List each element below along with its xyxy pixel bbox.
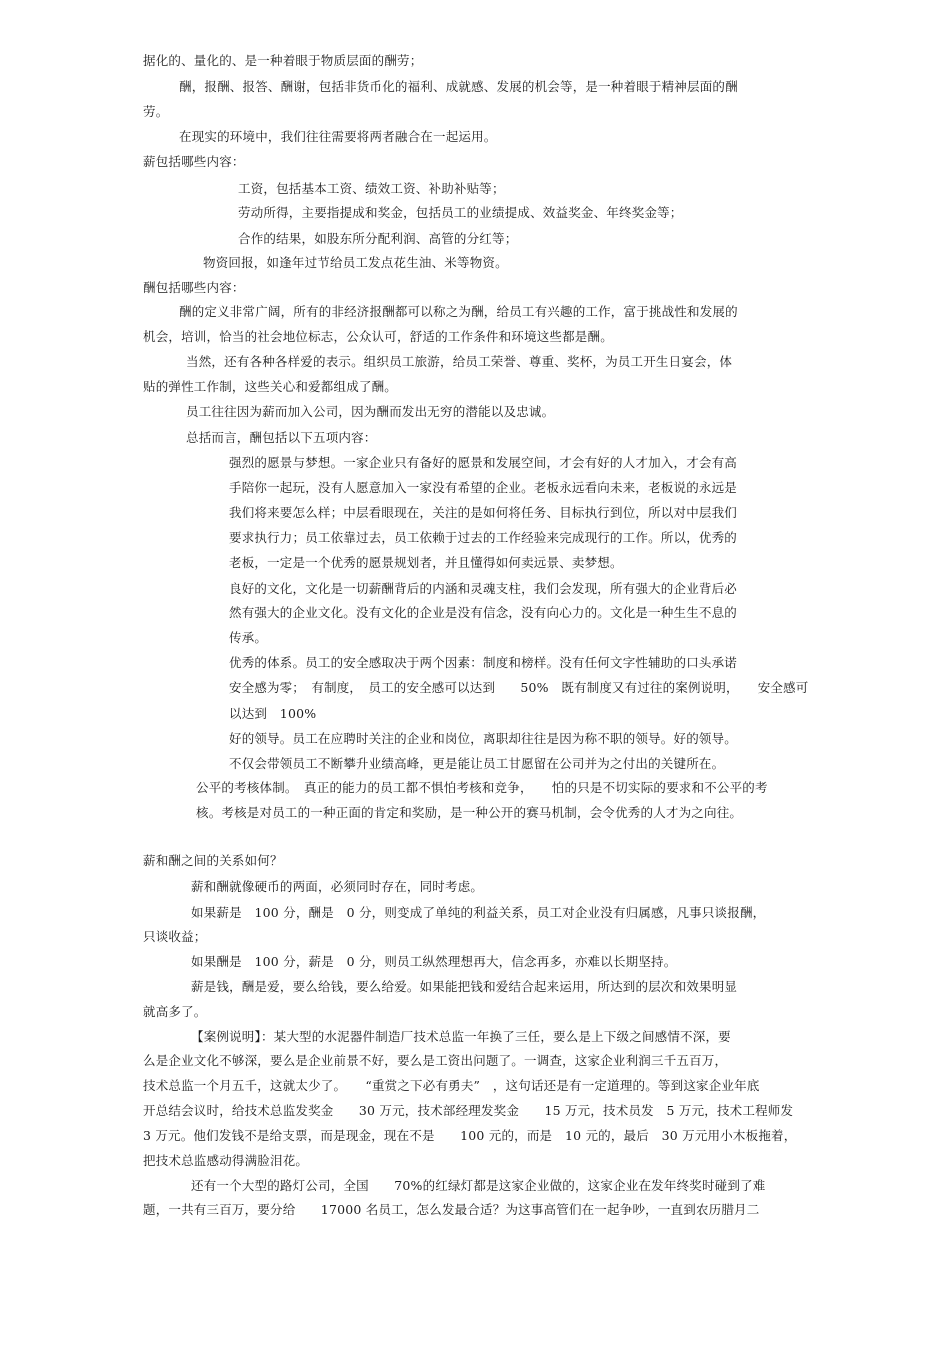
text-line: 机会，培训，恰当的社会地位标志，公众认可，舒适的工作条件和环境这些都是酬。 bbox=[143, 329, 613, 344]
text-line: 技术总监一个月五千，这就太少了。 “重赏之下必有勇夫” ，这句话还是有一定道理的。等到这家企业年底 bbox=[143, 1078, 760, 1093]
list-item: 我们将来要怎么样；中层看眼现在，关注的是如何将任务、目标执行到位，所以对中层我们 bbox=[229, 505, 738, 520]
list-item: 工资，包括基本工资、绩效工资、补助补贴等； bbox=[238, 181, 505, 196]
text-line: 么是企业文化不够深，要么是企业前景不好，要么是工资出问题了。一调查，这家企业利润三千五百万， bbox=[143, 1053, 728, 1068]
list-item: 手陪你一起玩，没有人愿意加入一家没有希望的企业。老板永远看向未来，老板说的永远是 bbox=[229, 480, 738, 495]
list-item: 强烈的愿景与梦想。一家企业只有备好的愿景和发展空间，才会有好的人才加入，才会有高 bbox=[229, 455, 738, 470]
section-heading: 薪包括哪些内容： bbox=[143, 154, 245, 169]
text-line: 3 万元。他们发钱不是给支票，而是现金，现在不是 100 元的，而是 10 元的，最后 30 万元用小木板拖着， bbox=[143, 1128, 797, 1143]
text-line: 如果酬是 100 分，薪是 0 分，则员工纵然理想再大，信念再多，亦难以长期坚持。 bbox=[191, 954, 677, 969]
text-line: 还有一个大型的路灯公司，全国 70%的红绿灯都是这家企业做的，这家企业在发年终奖时碰到了难 bbox=[191, 1178, 766, 1193]
section-heading: 薪和酬之间的关系如何？ bbox=[143, 853, 283, 868]
list-item: 物资回报，如逢年过节给员工发点花生油、米等物资。 bbox=[203, 255, 508, 270]
list-item: 核。考核是对员工的一种正面的肯定和奖励，是一种公开的赛马机制，会令优秀的人才为之向往。 bbox=[196, 805, 743, 820]
text-line: 据化的、量化的、是一种着眼于物质层面的酬劳； bbox=[143, 53, 423, 68]
list-item: 传承。 bbox=[229, 630, 268, 645]
section-heading: 酬包括哪些内容： bbox=[143, 280, 245, 295]
text-line: 题，一共有三百万，要分给 17000 名员工，怎么发最合适？为这事高管们在一起争吵，一直到农历腊月二 bbox=[143, 1202, 760, 1217]
text-line: 就高多了。 bbox=[143, 1004, 207, 1019]
text-line: 贴的弹性工作制，这些关心和爱都组成了酬。 bbox=[143, 379, 398, 394]
list-item: 安全感为零； 有制度， 员工的安全感可以达到 50% 既有制度又有过往的案例说明， 安全感可 bbox=[229, 680, 809, 695]
list-item: 优秀的体系。员工的安全感取决于两个因素：制度和榜样。没有任何文字性辅助的口头承诺 bbox=[229, 655, 738, 670]
list-item: 不仅会带领员工不断攀升业绩高峰，更是能让员工甘愿留在公司并为之付出的关键所在。 bbox=[229, 756, 725, 771]
text-line: 开总结会议时，给技术总监发奖金 30 万元，技术部经理发奖金 15 万元，技术员发 5 万元，技术工程师发 bbox=[143, 1103, 794, 1118]
text-line: 劳。 bbox=[143, 104, 169, 119]
list-item: 要求执行力；员工依靠过去，员工依赖于过去的工作经验来完成现行的工作。所以，优秀的 bbox=[229, 530, 738, 545]
list-item: 老板，一定是一个优秀的愿景规划者，并且懂得如何卖远景、卖梦想。 bbox=[229, 555, 623, 570]
text-line: 酬，报酬、报答、酬谢，包括非货币化的福利、成就感、发展的机会等，是一种着眼于精神层面的酬 bbox=[179, 79, 738, 94]
list-item: 好的领导。员工在应聘时关注的企业和岗位，离职却往往是因为称不职的领导。好的领导。 bbox=[229, 731, 738, 746]
text-line: 当然，还有各种各样爱的表示。组织员工旅游，给员工荣誉、尊重、奖杯，为员工开生日宴会，体 bbox=[186, 354, 733, 369]
text-line: 把技术总监感动得满脸泪花。 bbox=[143, 1153, 309, 1168]
list-item: 劳动所得，主要指提成和奖金，包括员工的业绩提成、效益奖金、年终奖金等； bbox=[238, 205, 683, 220]
text-line: 【案例说明】：某大型的水泥器件制造厂技术总监一年换了三任，要么是上下级之间感情不深，要 bbox=[191, 1029, 731, 1044]
text-line: 员工往往因为薪而加入公司，因为酬而发出无穷的潜能以及忠诚。 bbox=[186, 404, 555, 419]
text-line: 只谈收益； bbox=[143, 929, 207, 944]
list-item: 良好的文化，文化是一切薪酬背后的内涵和灵魂支柱，我们会发现，所有强大的企业背后必 bbox=[229, 581, 738, 596]
text-line: 酬的定义非常广阔，所有的非经济报酬都可以称之为酬，给员工有兴趣的工作，富于挑战性和发展的 bbox=[179, 304, 738, 319]
list-item: 以达到 100% bbox=[229, 706, 317, 721]
list-item: 公平的考核体制。 真正的能力的员工都不惧怕考核和竞争， 怕的只是不切实际的要求和不公平的考 bbox=[196, 780, 768, 795]
text-line: 如果薪是 100 分，酬是 0 分，则变成了单纯的利益关系，员工对企业没有归属感，凡事只谈报酬， bbox=[191, 905, 766, 920]
text-line: 在现实的环境中，我们往往需要将两者融合在一起运用。 bbox=[179, 129, 497, 144]
text-line: 总括而言，酬包括以下五项内容： bbox=[186, 430, 377, 445]
list-item: 合作的结果，如股东所分配利润、高管的分红等； bbox=[238, 231, 518, 246]
text-line: 薪和酬就像硬币的两面，必须同时存在，同时考虑。 bbox=[191, 879, 484, 894]
list-item: 然有强大的企业文化。没有文化的企业是没有信念，没有向心力的。文化是一种生生不息的 bbox=[229, 605, 738, 620]
text-line: 薪是钱，酬是爱，要么给钱，要么给爱。如果能把钱和爱结合起来运用，所达到的层次和效果明显 bbox=[191, 979, 738, 994]
